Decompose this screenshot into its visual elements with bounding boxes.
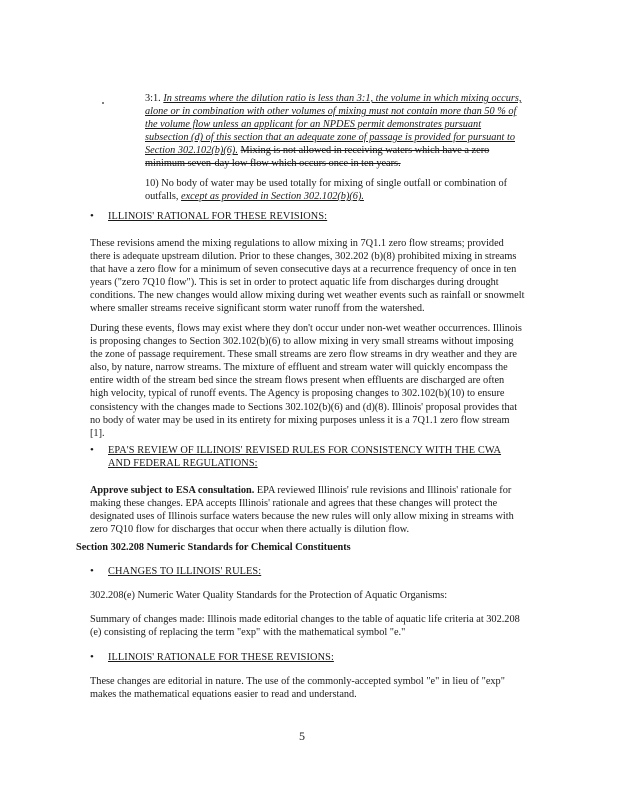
bullet-icon: • bbox=[90, 651, 94, 663]
heading-illinois-rationale: ILLINOIS' RATIONALE FOR THESE REVISIONS: bbox=[108, 652, 334, 663]
rule-item-10 bbox=[145, 177, 525, 203]
scan-speck bbox=[102, 102, 104, 104]
excerpt-struck-text: Mixing is not allowed in receiving waters which have a zero minimum seven-day low flow which occurs once in ten years. bbox=[145, 145, 490, 170]
heading-illinois-rational: ILLINOIS' RATIONAL FOR THESE REVISIONS: bbox=[108, 211, 328, 222]
bullet-icon: • bbox=[90, 565, 94, 577]
excerpt-lead: 3:1. bbox=[145, 93, 164, 104]
bullet-icon: • bbox=[90, 210, 94, 222]
section-title: Section 302.208 Numeric Standards for Chemical Constituents bbox=[76, 542, 351, 553]
approval-status: Approve subject to ESA consultation. bbox=[90, 485, 255, 496]
paragraph-2: During these events, flows may exist where they don't occur under non-wet weather occurrences. Illinois is proposing changes to Section 302.102(b)(6) to allow mixing in very small streams without imposing the zone of passage requirement. These small streams are zero flow streams in dry weather and they are also, by nature, narrow streams. The mixture of effluent and stream water will quickly encompass the entire width of the stream bed since the stream flows present when effluents are discharged are often high velocity, typical of runoff events. The Agency is proposing changes to 302.102(b)(10) to ensure consistency with the changes made to Sections 302.102(b)(6) and (d)(8). Illinois' proposal provides that no body of water may be used in its entirety for mixing purposes unless it is a 7Q1.1 zero flow stream [1]. bbox=[90, 323, 522, 439]
heading-changes: CHANGES TO ILLINOIS' RULES: bbox=[108, 566, 262, 577]
page-number: 5 bbox=[299, 729, 305, 743]
paragraph-4: 302.208(e) Numeric Water Quality Standards for the Protection of Aquatic Organisms: bbox=[90, 590, 448, 601]
item10-text: 10) No body of water may be used totally for mixing of single outfall or combination of outfalls, bbox=[145, 178, 508, 203]
paragraph-6: These changes are editorial in nature. The use of the commonly-accepted symbol "e" in lieu of "exp" makes the mathematical equations easier to read and understand. bbox=[90, 676, 505, 701]
excerpt-inserted-text: In streams where the dilution ratio is less than 3:1, the volume in which mixing occurs, alone or in combination with other volumes of mixing must not contain more than 50 % of the volume flow unless an applicant for an NPDES permit demonstrates pursuant subsection (d) of this section that an adequate zone of passage is provided for pursuant to Section 302.102(b)(6). bbox=[145, 93, 522, 157]
heading-epa-review: EPA'S REVIEW OF ILLINOIS' REVISED RULES FOR CONSISTENCY WITH THE CWA AND FEDERAL REGULATIONS: bbox=[108, 445, 502, 470]
paragraph-5: Summary of changes made: Illinois made editorial changes to the table of aquatic life criteria at 302.208 (e) consisting of replacing the term "exp" with the mathematical symbol "e." bbox=[90, 614, 520, 639]
paragraph-3 bbox=[90, 484, 525, 536]
paragraph-3-text: EPA reviewed Illinois' rule revisions and Illinois' rationale for making these changes. EPA accepts Illinois' rationale and agrees that these changes will protect the designated uses of Illinois surface waters because the new rules will only allow mixing in streams with zero 7Q10 flow for discharges that occur when there actually is dilution flow. bbox=[90, 485, 514, 536]
rule-excerpt bbox=[145, 92, 525, 171]
item10-inserted: except as provided in Section 302.102(b)(6). bbox=[181, 191, 364, 203]
paragraph-1: These revisions amend the mixing regulations to allow mixing in 7Q1.1 zero flow streams; provided there is adequate upstream dilution. Prior to these changes, 302.202 (b)(8) prohibited mixing in streams that have a zero flow for a minimum of seven consecutive days at a recurrence frequency of once in ten years ("zero 7Q10 flow"). This is set in order to protect aquatic life from discharges during drought conditions. The new changes would allow mixing during wet weather events such as rainfall or snowmelt where smaller streams receive significant storm water runoff from the watershed. bbox=[90, 238, 525, 315]
bullet-icon: • bbox=[90, 444, 94, 456]
